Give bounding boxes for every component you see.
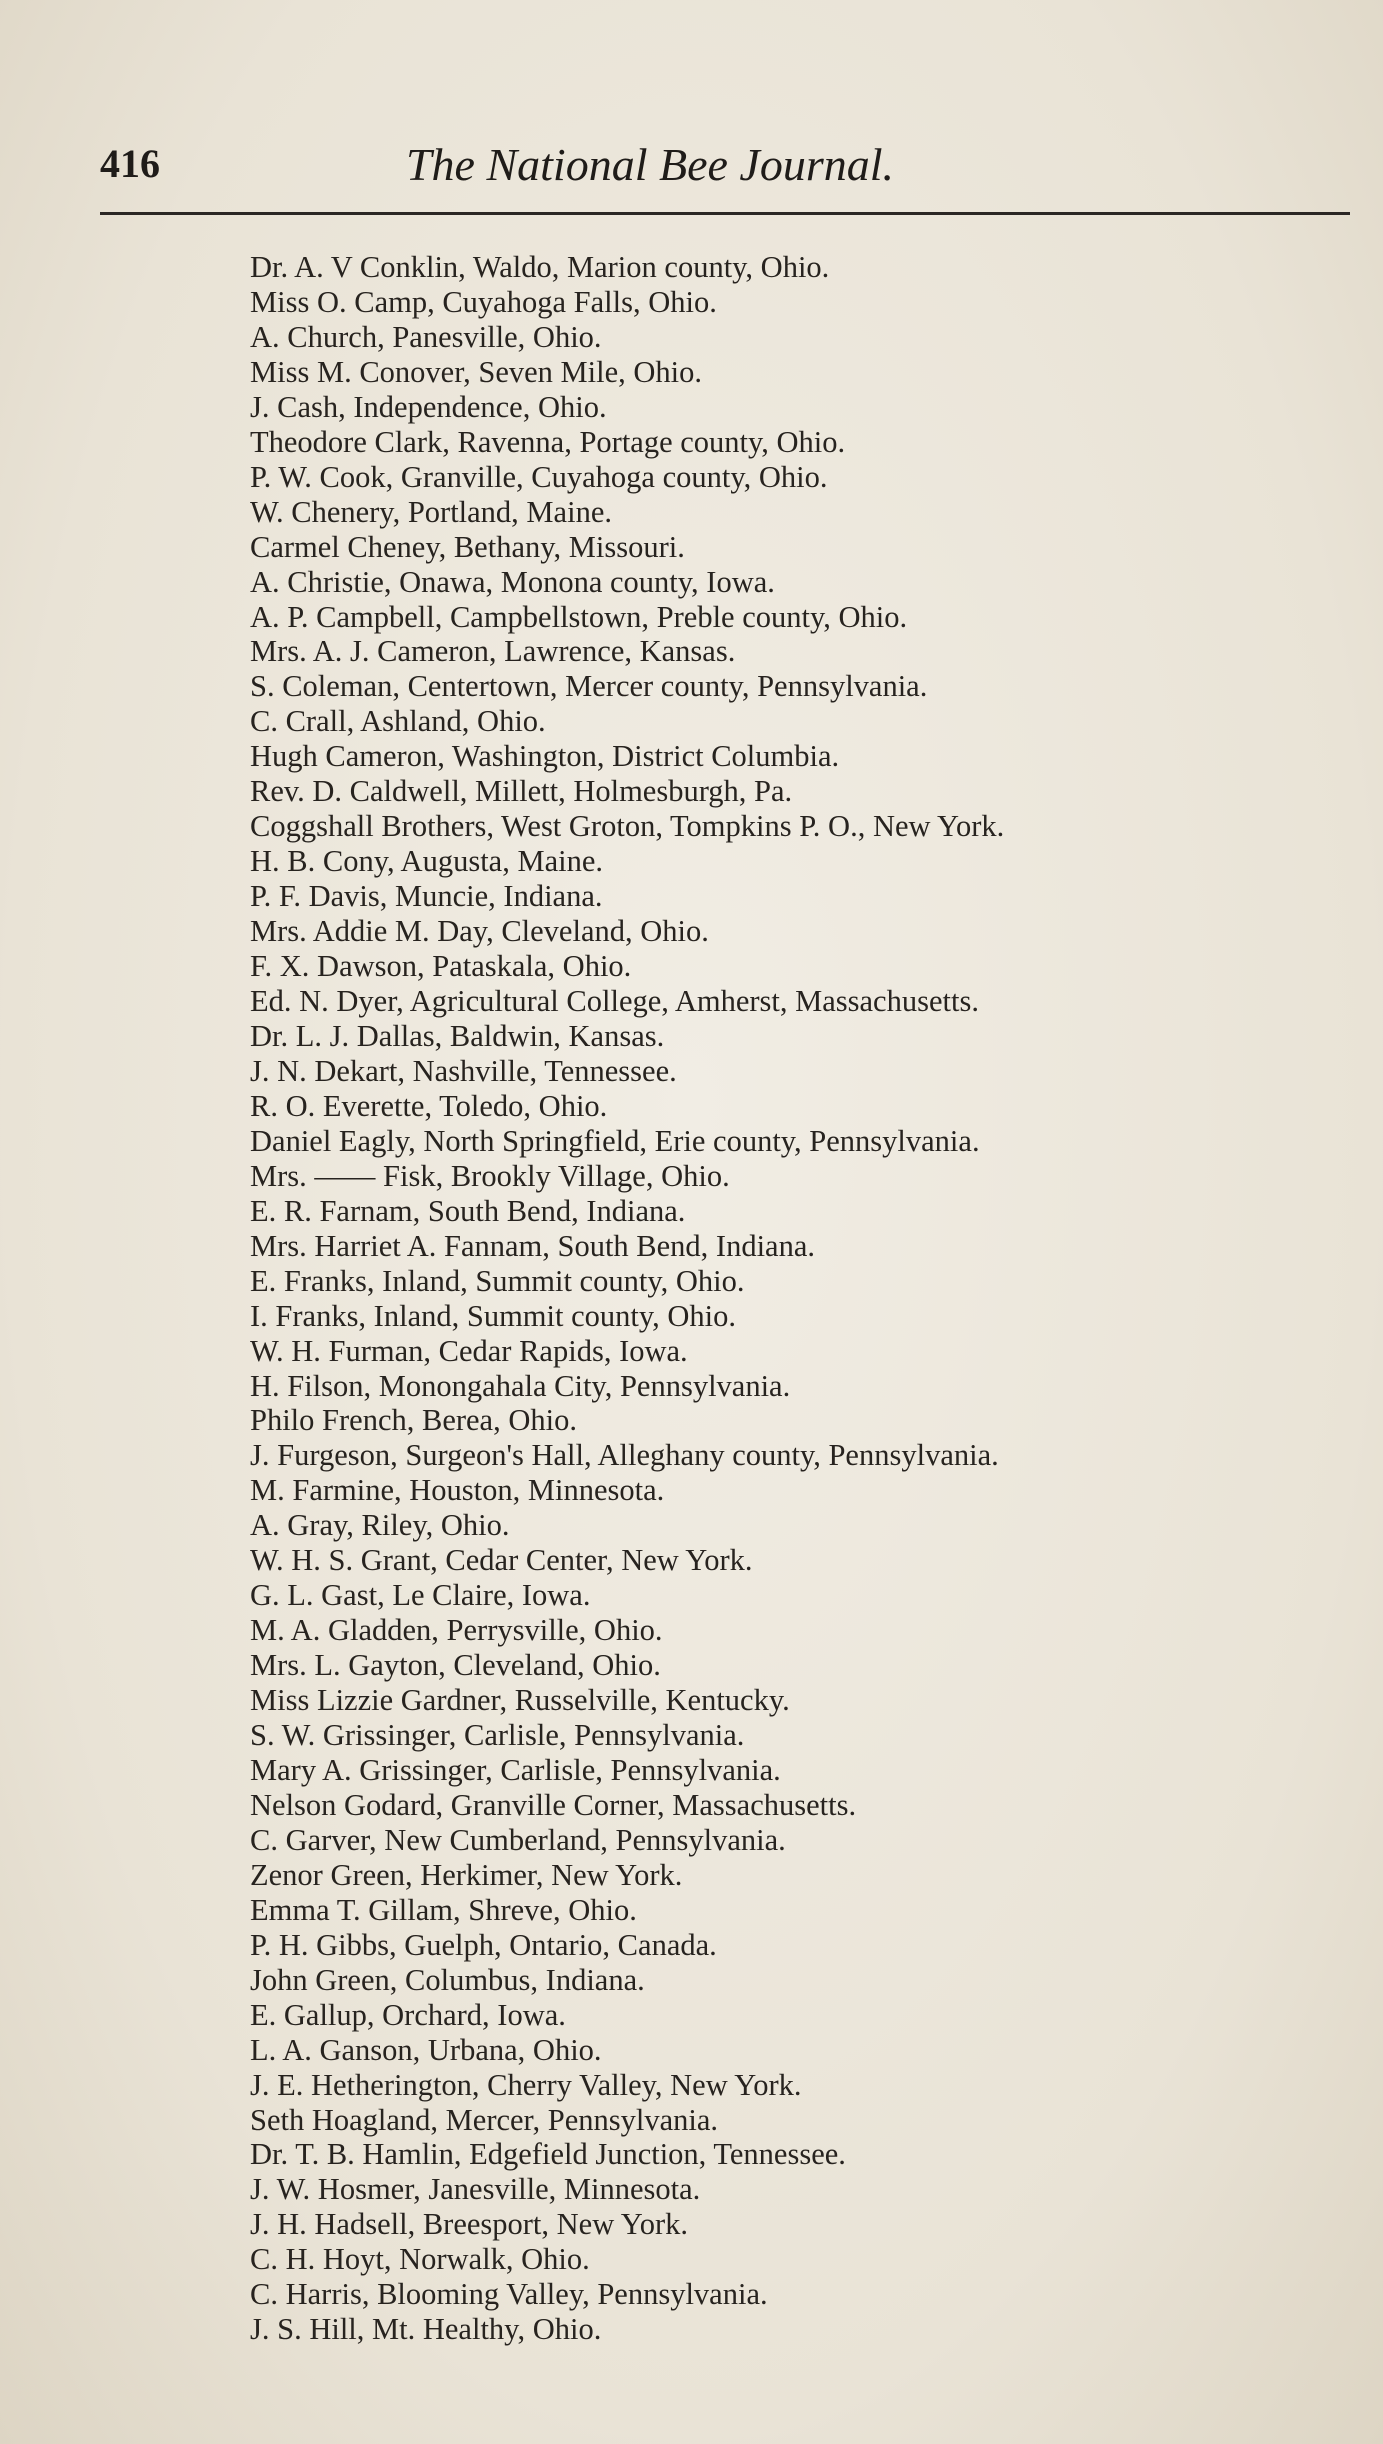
list-item: M. Farmine, Houston, Minnesota. (250, 1473, 665, 1508)
list-item: E. Franks, Inland, Summit county, Ohio. (250, 1263, 745, 1298)
list-item: J. E. Hetherington, Cherry Valley, New York. (250, 2067, 802, 2102)
list-item: J. H. Hadsell, Breesport, New York. (250, 2207, 688, 2242)
list-item: P. F. Davis, Muncie, Indiana. (250, 879, 603, 914)
list-item: W. H. S. Grant, Cedar Center, New York. (250, 1543, 753, 1578)
list-item: Rev. D. Caldwell, Millett, Holmesburgh, Pa. (250, 774, 793, 809)
page-header (100, 140, 1350, 210)
list-item: Zenor Green, Herkimer, New York. (250, 1857, 683, 1892)
list-item: Carmel Cheney, Bethany, Missouri. (250, 529, 685, 564)
list-item: A. P. Campbell, Campbellstown, Preble county, Ohio. (250, 599, 908, 634)
list-item: Miss M. Conover, Seven Mile, Ohio. (250, 354, 703, 389)
list-item: Daniel Eagly, North Springfield, Erie county, Pennsylvania. (250, 1123, 980, 1158)
list-item: I. Franks, Inland, Summit county, Ohio. (250, 1298, 736, 1333)
list-item: Miss Lizzie Gardner, Russelville, Kentucky. (250, 1683, 790, 1718)
list-item: Mrs. Addie M. Day, Cleveland, Ohio. (250, 914, 709, 949)
list-item: Mrs. L. Gayton, Cleveland, Ohio. (250, 1648, 661, 1683)
subscriber-list (250, 250, 1350, 2347)
list-item: Seth Hoagland, Mercer, Pennsylvania. (250, 2102, 719, 2137)
header-rule (100, 212, 1350, 215)
list-item: W. Chenery, Portland, Maine. (250, 494, 612, 529)
list-item: C. Harris, Blooming Valley, Pennsylvania. (250, 2277, 768, 2312)
list-item: C. H. Hoyt, Norwalk, Ohio. (250, 2242, 590, 2277)
list-item: Mrs. Harriet A. Fannam, South Bend, Indiana. (250, 1228, 816, 1263)
list-item: F. X. Dawson, Pataskala, Ohio. (250, 949, 632, 984)
list-item: R. O. Everette, Toledo, Ohio. (250, 1088, 608, 1123)
list-item: Ed. N. Dyer, Agricultural College, Amherst, Massachusetts. (250, 984, 979, 1019)
list-item: J. W. Hosmer, Janesville, Minnesota. (250, 2172, 701, 2207)
list-item: J. Furgeson, Surgeon's Hall, Alleghany county, Pennsylvania. (250, 1438, 999, 1473)
list-item: E. R. Farnam, South Bend, Indiana. (250, 1193, 686, 1228)
list-item: S. W. Grissinger, Carlisle, Pennsylvania. (250, 1718, 745, 1753)
list-item: Emma T. Gillam, Shreve, Ohio. (250, 1892, 637, 1927)
list-item: Miss O. Camp, Cuyahoga Falls, Ohio. (250, 284, 717, 319)
list-item: C. Crall, Ashland, Ohio. (250, 704, 546, 739)
list-item: Theodore Clark, Ravenna, Portage county, Ohio. (250, 424, 846, 459)
list-item: Philo French, Berea, Ohio. (250, 1403, 577, 1438)
list-item: Dr. A. V Conklin, Waldo, Marion county, Ohio. (250, 250, 830, 284)
list-item: C. Garver, New Cumberland, Pennsylvania. (250, 1822, 786, 1857)
list-item: Mrs. A. J. Cameron, Lawrence, Kansas. (250, 634, 736, 669)
list-item: Hugh Cameron, Washington, District Columbia. (250, 739, 840, 774)
list-item: Mrs. —— Fisk, Brookly Village, Ohio. (250, 1158, 730, 1193)
list-item: J. Cash, Independence, Ohio. (250, 389, 607, 424)
list-item: W. H. Furman, Cedar Rapids, Iowa. (250, 1333, 688, 1368)
list-item: J. N. Dekart, Nashville, Tennessee. (250, 1053, 677, 1088)
list-item: G. L. Gast, Le Claire, Iowa. (250, 1578, 591, 1613)
list-item: A. Gray, Riley, Ohio. (250, 1508, 510, 1543)
list-item: Nelson Godard, Granville Corner, Massachusetts. (250, 1787, 857, 1822)
running-title: The National Bee Journal. (405, 139, 895, 190)
list-item: M. A. Gladden, Perrysville, Ohio. (250, 1613, 663, 1648)
list-item: Dr. L. J. Dallas, Baldwin, Kansas. (250, 1018, 665, 1053)
list-item: S. Coleman, Centertown, Mercer county, Pennsylvania. (250, 669, 928, 704)
list-item: P. H. Gibbs, Guelph, Ontario, Canada. (250, 1927, 717, 1962)
list-item: J. S. Hill, Mt. Healthy, Ohio. (250, 2312, 602, 2347)
list-item: P. W. Cook, Granville, Cuyahoga county, Ohio. (250, 459, 828, 494)
list-item: A. Church, Panesville, Ohio. (250, 319, 602, 354)
list-item: Dr. T. B. Hamlin, Edgefield Junction, Tennessee. (250, 2137, 846, 2172)
list-item: Coggshall Brothers, West Groton, Tompkins P. O., New York. (250, 809, 1005, 844)
list-item: Mary A. Grissinger, Carlisle, Pennsylvania. (250, 1752, 781, 1787)
list-item: A. Christie, Onawa, Monona county, Iowa. (250, 564, 775, 599)
list-item: H. B. Cony, Augusta, Maine. (250, 844, 603, 879)
list-item: E. Gallup, Orchard, Iowa. (250, 1997, 566, 2032)
list-item: H. Filson, Monongahala City, Pennsylvania. (250, 1368, 791, 1403)
list-item: John Green, Columbus, Indiana. (250, 1962, 645, 1997)
list-item: L. A. Ganson, Urbana, Ohio. (250, 2032, 602, 2067)
page-number: 416 (100, 141, 160, 186)
